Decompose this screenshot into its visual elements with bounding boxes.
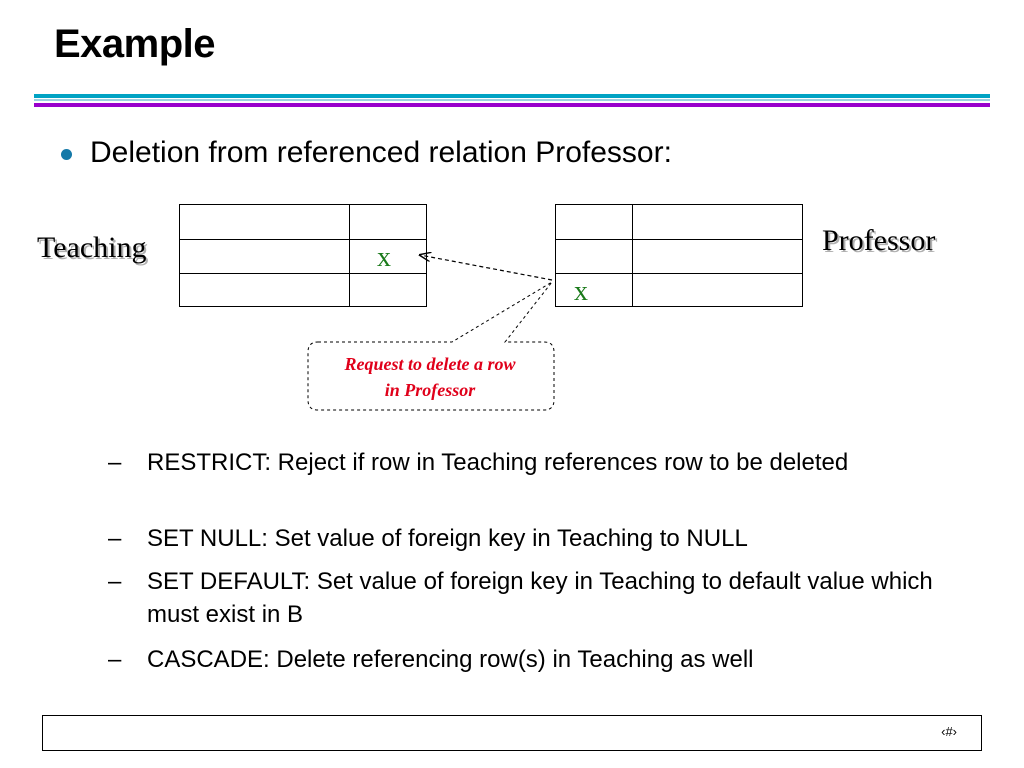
callout-text — [308, 351, 552, 403]
page-number: ‹#› — [941, 724, 957, 739]
callout-line-1: Request to delete a row — [344, 354, 516, 374]
slide-title: Example — [54, 22, 216, 66]
dash: – — [108, 568, 122, 595]
option-text: RESTRICT: Reject if row in Teaching references row to be deleted — [147, 449, 849, 476]
professor-label: Professor — [822, 224, 936, 257]
professor-row-marker: x — [574, 276, 588, 307]
option-text: SET DEFAULT: Set value of foreign key in Teaching to default value which must exist in B — [147, 568, 933, 628]
dash: – — [108, 646, 122, 673]
professor-table — [556, 205, 803, 307]
reference-arrow — [420, 255, 552, 280]
option-text: CASCADE: Delete referencing row(s) in Teaching as well — [147, 646, 754, 673]
dash: – — [108, 449, 122, 476]
teaching-row-marker: x — [377, 242, 391, 273]
callout-line-2: in Professor — [384, 380, 476, 400]
footer-box — [42, 715, 982, 751]
teaching-label: Teaching — [37, 231, 147, 264]
bullet-text: Deletion from referenced relation Professor: — [90, 136, 672, 169]
dash: – — [108, 525, 122, 552]
option-text: SET NULL: Set value of foreign key in Teaching to NULL — [147, 525, 748, 552]
